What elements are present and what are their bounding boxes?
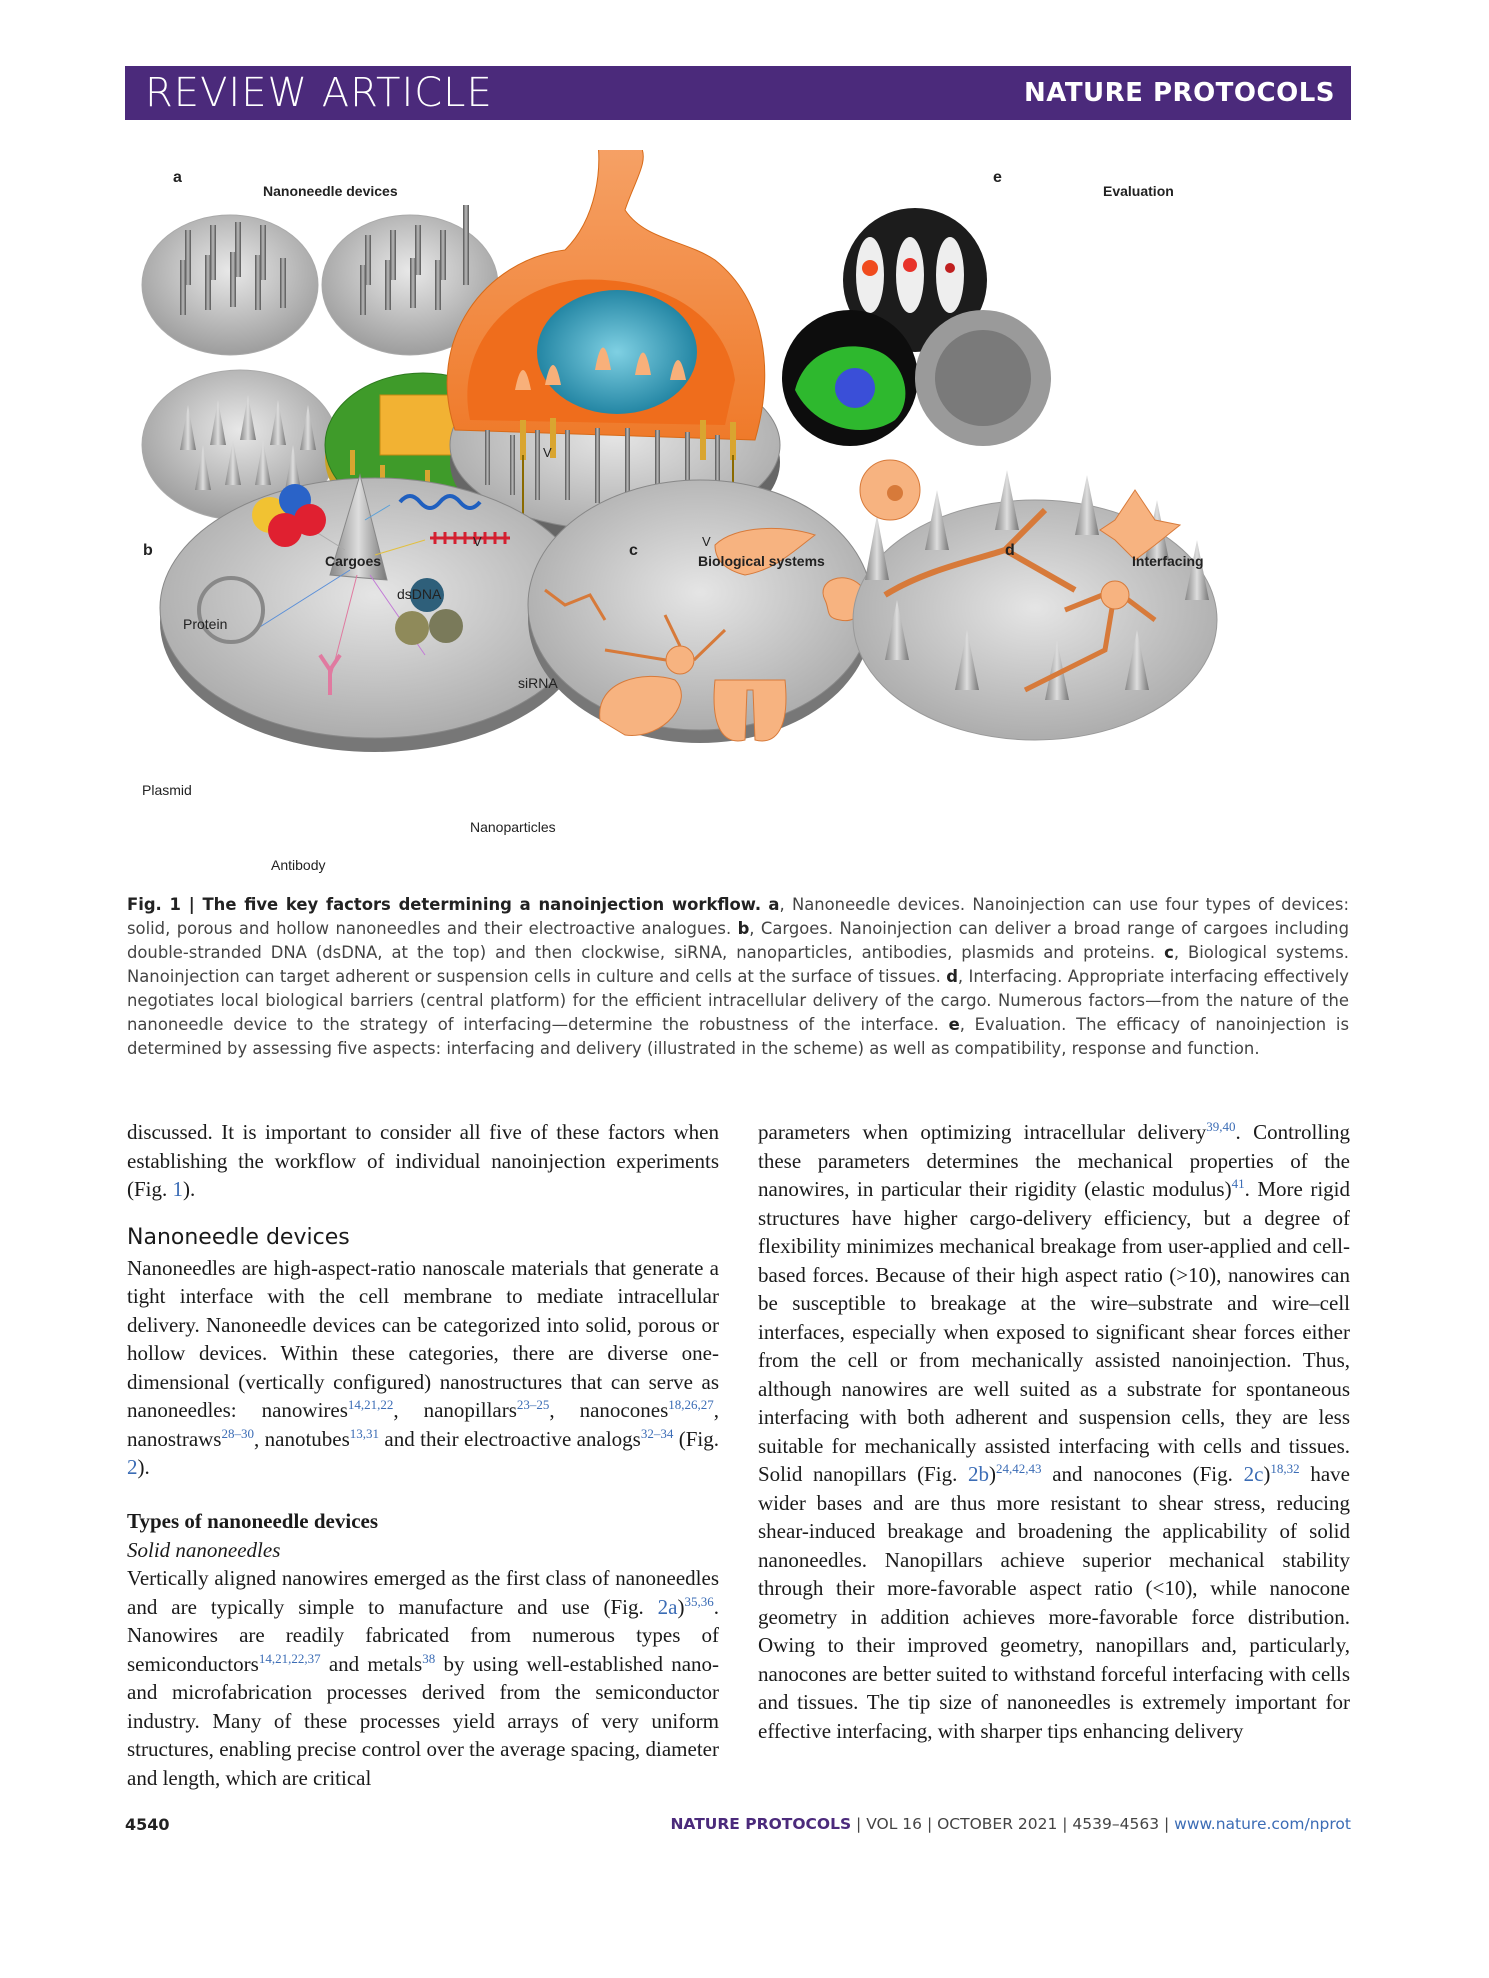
em-cell <box>935 330 1031 426</box>
figure-1 <box>125 150 1351 880</box>
label-antibody: Antibody <box>271 857 326 873</box>
header-article-type: REVIEW ARTICLE <box>145 70 493 116</box>
nucleus <box>537 290 697 414</box>
text: by using well-established nano- and microfabrication processes derived from the semiconductor industry. Many of these processes yield arrays of very uniform structures, enabling precise control over the average spacing, diameter and length, which are critical <box>127 1651 720 1790</box>
panel-b-letter: b <box>143 542 153 559</box>
panel-c-letter: c <box>629 542 638 559</box>
section-heading-devices: Nanoneedle devices <box>127 1224 350 1250</box>
text: , nanostraws <box>127 1398 719 1451</box>
citation-link[interactable]: 13,31 <box>349 1425 380 1441</box>
text: and their electroactive analogs <box>379 1426 641 1451</box>
left-paragraph-3 <box>127 1564 719 1792</box>
text: , nanocones <box>549 1398 669 1422</box>
text: Nanoneedles are high-aspect-ratio nanoscale materials that generate a tight interface with the cell membrane to mediate intracellular delivery. Nanoneedle devices can be categorized into solid, porous or hollow devices. Within these categories, there are diverse one-dimensional (vertically configured) nanostructures that can serve as nanoneedles: nanowires <box>127 1255 719 1422</box>
right-paragraph-1 <box>758 1118 1350 1745</box>
citation-link[interactable]: 14,21,22,37 <box>258 1650 321 1666</box>
panel-e-title: Evaluation <box>1103 183 1174 199</box>
header-journal: NATURE PROTOCOLS <box>1023 78 1335 108</box>
bio-disk <box>528 480 872 730</box>
text: (Fig. <box>673 1426 719 1451</box>
citation-link[interactable]: 32–34 <box>640 1425 674 1441</box>
label-sirna: siRNA <box>518 675 558 691</box>
text: and metals <box>320 1651 423 1676</box>
text: parameters when optimizing intracellular delivery <box>758 1120 1207 1144</box>
caption-a-text: , Nanoneedle devices. Nanoinjection can use four types of devices: solid, porous and hollow nanoneedles and their electroactive analogues. <box>127 895 1349 938</box>
citation-link[interactable]: 39,40 <box>1206 1119 1236 1134</box>
panel-a-voltage: V <box>543 445 552 460</box>
suspension-nucleus-d <box>887 485 903 501</box>
panel-c-biological-systems <box>528 480 872 743</box>
nanoparticle-3 <box>429 609 463 643</box>
text: . Nanowires are readily fabricated from numerous types of semiconductors <box>127 1594 719 1676</box>
panel-a-title: Nanoneedle devices <box>263 183 398 199</box>
left-paragraph-1 <box>127 1118 719 1204</box>
caption-c-letter: c <box>1164 943 1174 962</box>
left-column <box>127 1118 719 1792</box>
caption-a-letter: a <box>768 895 780 914</box>
citation-link[interactable]: 28–30 <box>221 1425 254 1441</box>
fig-2c-link[interactable]: 2c <box>1243 1462 1264 1486</box>
caption-d-text: , Interfacing. Appropriate interfacing effectively negotiates local biological barriers (central platform) for the efficient intracellular delivery of the cargo. Numerous factors—from the nature of the nanoneedle device to the strategy of interfacing—determine the robustness of the interface. <box>127 967 1349 1034</box>
panel-b-cargoes <box>160 475 590 752</box>
footer-details: | VOL 16 | OCTOBER 2021 | 4539–4563 | <box>851 1815 1175 1833</box>
citation-link[interactable]: 41 <box>1231 1176 1245 1191</box>
mouse-3 <box>936 237 964 313</box>
caption-e-letter: e <box>948 1015 960 1034</box>
figure-caption <box>127 893 1349 1061</box>
footer-journal: NATURE PROTOCOLS <box>670 1815 852 1833</box>
panel-a-letter: a <box>173 169 182 186</box>
text: ). <box>137 1455 150 1479</box>
signal-1 <box>862 260 878 276</box>
panel-e-evaluation <box>782 208 1051 446</box>
panel-b-title: Cargoes <box>325 553 382 569</box>
text: , nanotubes <box>253 1426 350 1451</box>
footer-url-link[interactable]: www.nature.com/nprot <box>1174 1815 1351 1833</box>
header-banner <box>125 66 1351 120</box>
right-column <box>758 1118 1350 1745</box>
caption-e-text: , Evaluation. The efficacy of nanoinjection is determined by assessing five aspects: interfacing and delivery (illustrated in the scheme) as well as compatibility, response and function. <box>127 1015 1349 1058</box>
caption-d-letter: d <box>946 967 958 986</box>
fig-1-link[interactable]: 1 <box>172 1177 184 1201</box>
fig-2a-link[interactable]: 2a <box>657 1594 678 1619</box>
citation-link[interactable]: 23–25 <box>516 1397 550 1412</box>
subsection-heading-types: Types of nanoneedle devices <box>127 1508 379 1533</box>
text: ). <box>183 1177 196 1201</box>
text: ) <box>677 1594 685 1619</box>
text: discussed. It is important to consider all five of these factors when establishing the workflow of individual nanoinjection experiments (Fig. <box>127 1120 719 1201</box>
text: and nanocones (Fig. <box>1041 1462 1244 1486</box>
fig-2-link[interactable]: 2 <box>127 1455 138 1479</box>
blue-nucleus <box>835 368 875 408</box>
text: . Controlling these parameters determines the mechanical properties of the nanowires, in particular their rigidity (elastic modulus) <box>758 1120 1350 1201</box>
footer-citation <box>670 1815 1351 1833</box>
citation-link[interactable]: 18,26,27 <box>668 1397 714 1412</box>
citation-link[interactable]: 24,42,43 <box>996 1461 1042 1476</box>
citation-link[interactable]: 35,36 <box>684 1593 714 1609</box>
panel-c-title: Biological systems <box>698 553 825 569</box>
caption-b-letter: b <box>737 919 750 938</box>
text: , nanopillars <box>393 1398 517 1422</box>
text: have wider bases and are thus more resistant to shear stress, reducing shear-induced breakage and broadening the applicability of solid nanoneedles. Nanopillars achieve superior mechanical stability through their more-favorable aspect ratio (<10), while nanocone geometry in addition achieves more-favorable force distribution. Owing to their improved geometry, nanopillars and, particularly, nanocones are better suited to withstand forceful interfacing with cells and tissues. The tip size of nanoneedles is extremely important for effective interfacing, with sharper tips enhancing delivery <box>758 1462 1350 1743</box>
caption-c-text: , Biological systems. Nanoinjection can target adherent or suspension cells in culture and cells at the surface of tissues. <box>127 943 1349 986</box>
panel-d-letter: d <box>1005 542 1015 559</box>
text: Vertically aligned nanowires emerged as the first class of nanoneedles and are typically simple to manufacture and use (Fig. <box>127 1566 719 1619</box>
text: ) <box>1263 1462 1271 1486</box>
panel-d-title: Interfacing <box>1132 553 1204 569</box>
center-voltage-right: V <box>702 534 711 549</box>
signal-2 <box>903 258 917 272</box>
figure-1-illustration <box>125 150 1351 880</box>
label-nanoparticles: Nanoparticles <box>470 819 556 835</box>
label-plasmid: Plasmid <box>142 782 192 798</box>
panel-e-letter: e <box>993 169 1002 186</box>
caption-b-text: , Cargoes. Nanoinjection can deliver a broad range of cargoes including double-stranded DNA (dsDNA, at the top) and then clockwise, siRNA, nanoparticles, antibodies, plasmids and proteins. <box>127 919 1349 962</box>
cargo-disk <box>160 478 590 738</box>
label-dsdna: dsDNA <box>397 586 442 602</box>
page-number: 4540 <box>125 1815 170 1834</box>
citation-link[interactable]: 14,21,22 <box>347 1397 394 1412</box>
text: ) <box>989 1462 997 1486</box>
mouse-2 <box>896 237 924 313</box>
neuron-d2-body <box>1101 581 1129 609</box>
citation-link[interactable]: 38 <box>422 1650 436 1666</box>
text: . More rigid structures have higher cargo-delivery efficiency, but a degree of flexibility minimizes mechanical breakage from user-applied and cell-based forces. Because of their high aspect ratio (>10), nanowires can be susceptible to breakage at the wire–substrate and wire–cell interfaces, especially when exposed to significant shear forces either from the cell or from mechanically assisted nanoinjection. Thus, although nanowires are well suited as a substrate for spontaneous interfacing with both adherent and suspension cells, they are less suitable for mechanically assisted interfacing with cells and tissues. Solid nanopillars (Fig. <box>758 1177 1350 1486</box>
panel-d-interfacing <box>853 460 1217 740</box>
subsubsection-heading-solid: Solid nanoneedles <box>127 1537 281 1562</box>
nanoparticle-2 <box>395 611 429 645</box>
center-voltage-left: V <box>473 534 482 549</box>
caption-label: Fig. 1 | The five key factors determining a nanoinjection workflow. <box>127 895 762 914</box>
fig-2b-link[interactable]: 2b <box>968 1462 990 1486</box>
label-protein: Protein <box>183 616 228 632</box>
signal-3 <box>945 263 955 273</box>
left-paragraph-2 <box>127 1254 719 1482</box>
citation-link[interactable]: 18,32 <box>1270 1461 1300 1476</box>
